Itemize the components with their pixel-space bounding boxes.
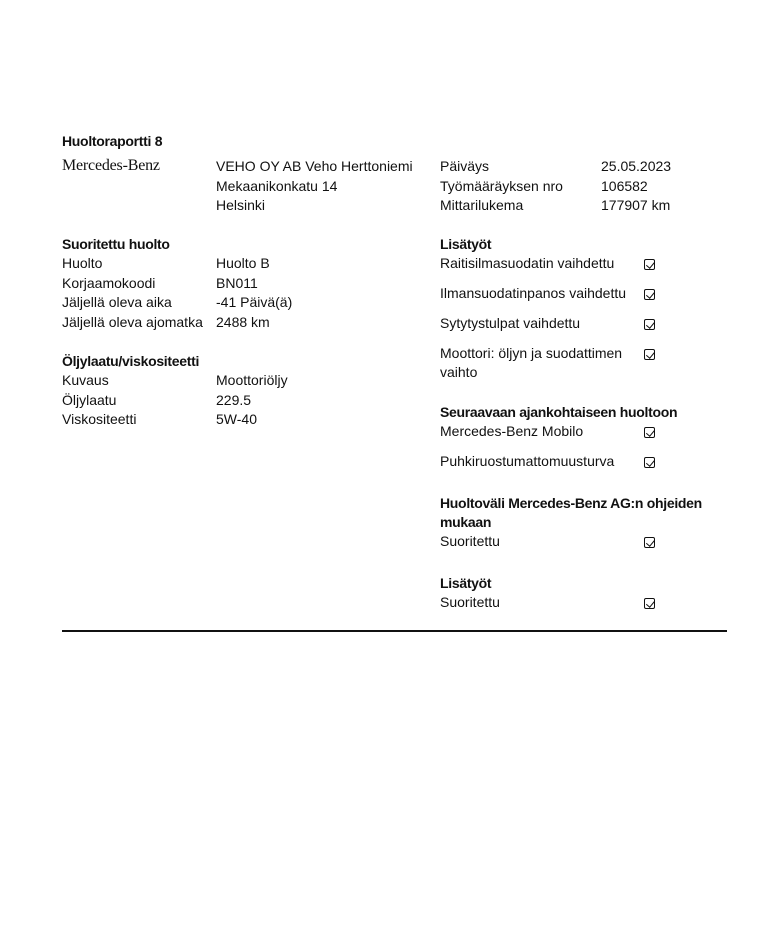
meta-odometer: Mittarilukema 177907 km <box>440 197 671 213</box>
extra-work-item-label: Sytytystulpat vaihdettu <box>440 315 581 331</box>
report-meta <box>440 157 730 216</box>
service-row: Jäljellä oleva aika -41 Päivä(ä) <box>62 294 293 310</box>
next-service-item-label: Puhkiruostumattomuusturva <box>440 453 615 469</box>
extra-work-2-item-label: Suoritettu <box>440 594 500 610</box>
oil-row: Viskositeetti 5W-40 <box>62 411 257 427</box>
brand-logo: Mercedes-Benz <box>62 157 160 174</box>
service-row: Huolto Huolto B <box>62 255 270 271</box>
meta-work-order: Työmääräyksen nro 106582 <box>440 177 648 194</box>
report-title: Huoltoraportti 8 <box>62 133 163 149</box>
checkbox-checked-icon <box>644 457 655 468</box>
next-service-item-label: Mercedes-Benz Mobilo <box>440 423 584 439</box>
interval-title: Huoltoväli Mercedes-Benz AG:n ohjeiden <box>440 495 702 511</box>
checkbox-checked-icon <box>644 598 655 609</box>
next-service-title: Seuraavaan ajankohtaiseen huoltoon <box>440 404 678 420</box>
interval-item-label: Suoritettu <box>440 533 500 549</box>
meta-date: Päiväys 25.05.2023 <box>440 158 672 174</box>
dealer-address <box>216 157 413 216</box>
service-section-title: Suoritettu huolto <box>62 236 170 252</box>
extra-work-title: Lisätyöt <box>440 236 492 252</box>
checkbox-checked-icon <box>644 259 655 270</box>
extra-work-item-label: Moottori: öljyn ja suodattimen <box>440 345 623 361</box>
oil-details <box>62 371 402 430</box>
service-details <box>62 254 402 332</box>
oil-row: Öljylaatu 229.5 <box>62 391 252 408</box>
checkbox-checked-icon <box>644 427 655 438</box>
dealer-name: VEHO OY AB Veho Herttoniemi <box>216 158 413 174</box>
checkbox-checked-icon <box>644 349 655 360</box>
extra-work-item-label-cont: vaihto <box>440 364 478 380</box>
dealer-city: Helsinki <box>216 197 266 213</box>
service-row: Korjaamokoodi BN011 <box>62 274 258 291</box>
interval-title-cont: mukaan <box>440 514 492 530</box>
extra-work-item-label: Raitisilmasuodatin vaihdettu <box>440 255 615 271</box>
extra-work-item-label: Ilmansuodatinpanos vaihdettu <box>440 285 627 301</box>
service-row: Jäljellä oleva ajomatka 2488 km <box>62 313 270 330</box>
bottom-divider <box>62 630 727 632</box>
checkbox-checked-icon <box>644 289 655 300</box>
checkbox-checked-icon <box>644 319 655 330</box>
dealer-street: Mekaanikonkatu 14 <box>216 177 338 194</box>
extra-work-2-title: Lisätyöt <box>440 575 492 591</box>
checkbox-checked-icon <box>644 537 655 548</box>
oil-row: Kuvaus Moottoriöljy <box>62 372 288 388</box>
oil-section-title: Öljylaatu/viskositeetti <box>62 353 200 369</box>
